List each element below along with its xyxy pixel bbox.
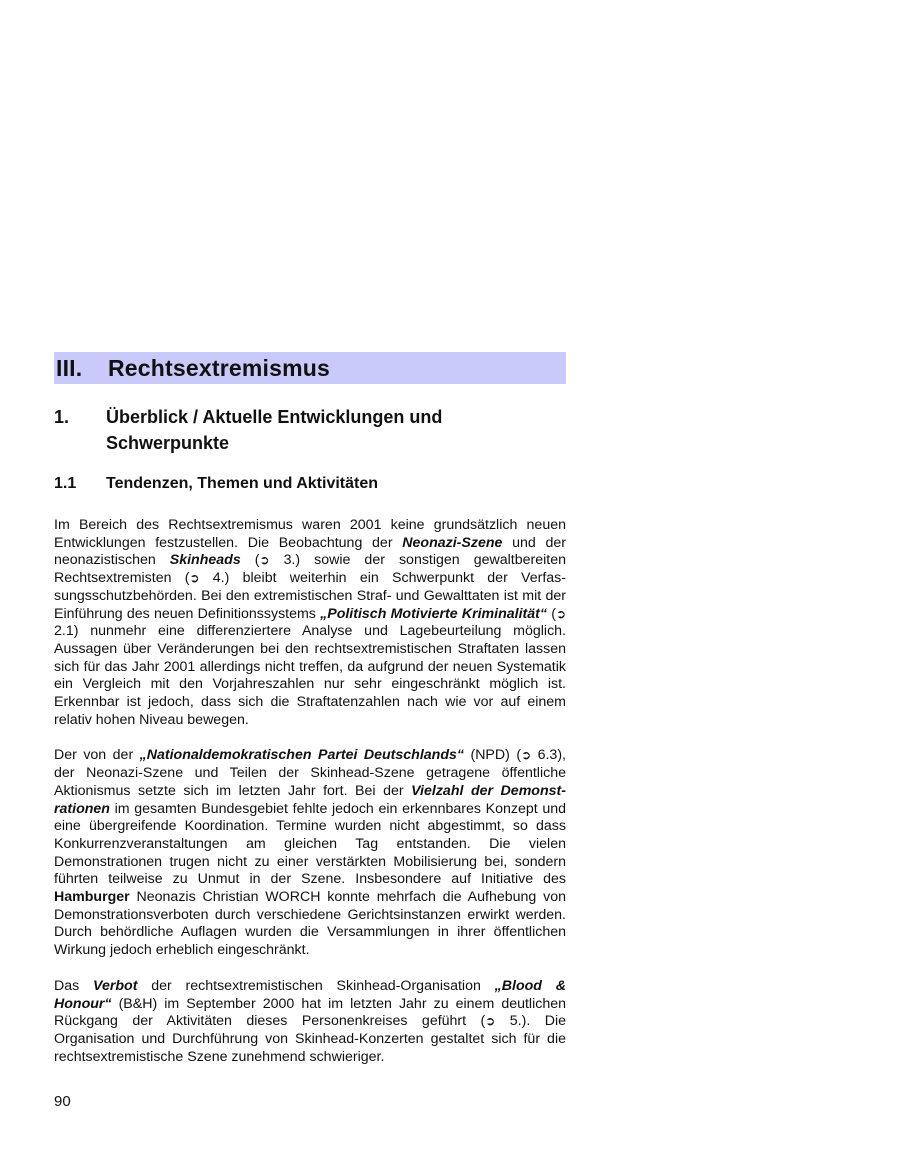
text-run: Der von der — [54, 747, 140, 764]
section-title: Überblick / Aktuelle Entwicklungen und Schwerpunkte — [106, 407, 443, 453]
section-number: 1. — [54, 407, 70, 427]
subsection-heading — [54, 473, 566, 495]
text-run: bleibt weiterhin ein Schwerpunkt der Verfassungsschutzbehörden. Bei den extremistischen Straf- und Gewalttaten ist mit der Einführung des neuen Definitionssystems — [54, 570, 566, 622]
arrow-circle-icon: ➲ — [521, 748, 532, 763]
paragraph-3 — [54, 978, 566, 1067]
text-run: und der neonazistischen — [54, 534, 566, 569]
arrow-circle-icon: ➲ — [485, 1014, 496, 1029]
emphasis: Verbot — [93, 977, 138, 994]
page-number: 90 — [54, 1093, 71, 1110]
text-run: im gesamten Bundesgebiet fehlte jedoch ein erkennbares Konzept und eine übergreifende Koordination. Termine wurden nicht abgestimmt, so dass Konkurrenzveranstaltungen am gleichen Tag entstanden. Die vielen Demonstrationen trugen nicht zu einer verstärkten Mobilisierung bei, sondern führten teilweise zu Unmut in der Szene. Insbesondere auf Initiative des — [54, 800, 566, 888]
text-run: (NPD) ( — [464, 747, 522, 764]
subsection-title: Tendenzen, Themen und Aktivitäten — [106, 475, 379, 492]
text-run: , der Neonazi-Szene und Teilen der Skinhead-Szene getragene öffentliche Aktionismus setzte sich im letzten Jahr fort. Bei der — [54, 747, 566, 799]
text-run: Das — [54, 977, 94, 994]
cross-reference: 6.3) — [531, 747, 563, 764]
arrow-circle-icon: ➲ — [189, 571, 200, 586]
emphasis: „Politisch Motivierte Kriminalität“ — [320, 605, 547, 622]
arrow-circle-icon: ➲ — [259, 553, 270, 568]
paragraph-2 — [54, 747, 566, 959]
page-content — [54, 352, 566, 1084]
subsection-number: 1.1 — [54, 475, 77, 492]
text-run: Im Bereich des Rechtsextremismus waren 2001 keine grundsätzlich neuen Entwicklungen festzustellen. Die Beobachtung der — [54, 517, 566, 551]
text-run: . Die Organisation und Durchführung von Skinhead-Konzerten gestaltet sich für die rechtsextremistische Szene zunehmend schwieriger. — [54, 1013, 566, 1065]
text-run: (B&H) im September 2000 hat im letzten Jahr zu einem deutlichen Rückgang der Aktivitäten dieses Personenkreises geführt ( — [54, 995, 566, 1030]
emphasis: „Nationaldemokratischen Partei Deutschlands“ — [139, 747, 464, 764]
emphasis-bold: Hamburger — [54, 889, 130, 906]
arrow-circle-icon: ➲ — [555, 606, 566, 621]
text-run: der rechtsextremistischen Skinhead-Organisation — [137, 977, 495, 994]
text-run: ( — [240, 552, 260, 569]
chapter-number: III. — [56, 354, 83, 381]
emphasis: Neonazi-Szene — [402, 534, 503, 551]
emphasis: „Blood & Honour“ — [54, 977, 566, 1012]
emphasis: Skinheads — [169, 552, 241, 569]
text-run: Neonazis Christian WORCH konnte mehrfach die Aufhebung von Demonstrationsverboten durch verschiedene Gerichtsinstanzen erwirkt werden. Durch behördliche Auflagen wurden die Versammlungen in ihrer öffentlichen Wirkung jedoch erheblich eingeschränkt. — [54, 889, 566, 959]
section-heading — [54, 404, 566, 456]
paragraph-1 — [54, 517, 566, 729]
cross-reference: 4.) — [199, 570, 230, 587]
cross-reference: 3.) — [269, 552, 301, 569]
cross-reference: 2.1) — [54, 623, 79, 640]
chapter-title: Rechtsextremismus — [108, 354, 331, 381]
body-text — [54, 517, 566, 1066]
emphasis: Vielzahl der Demonstrationen — [54, 782, 566, 817]
text-run: ( — [546, 605, 556, 622]
text-run: sowie der sonstigen gewaltbereiten Rechtsextremisten ( — [54, 552, 566, 587]
text-run: nunmehr eine differenziertere Analyse und Lagebeurteilung möglich. Aussagen über Veränderungen bei den rechtsextremistischen Straftaten lassen sich für das Jahr 2001 allerdings nicht treffen, da aufgrund der neuen Systematik ein Vergleich mit den Vorjahreszahlen nur sehr eingeschränkt möglich ist. Erkennbar ist jedoch, dass sich die Straftatenzahlen nach wie vor auf einem relativ hohen Niveau bewegen. — [54, 623, 566, 728]
cross-reference: 5.) — [495, 1013, 527, 1030]
chapter-heading — [54, 352, 566, 384]
